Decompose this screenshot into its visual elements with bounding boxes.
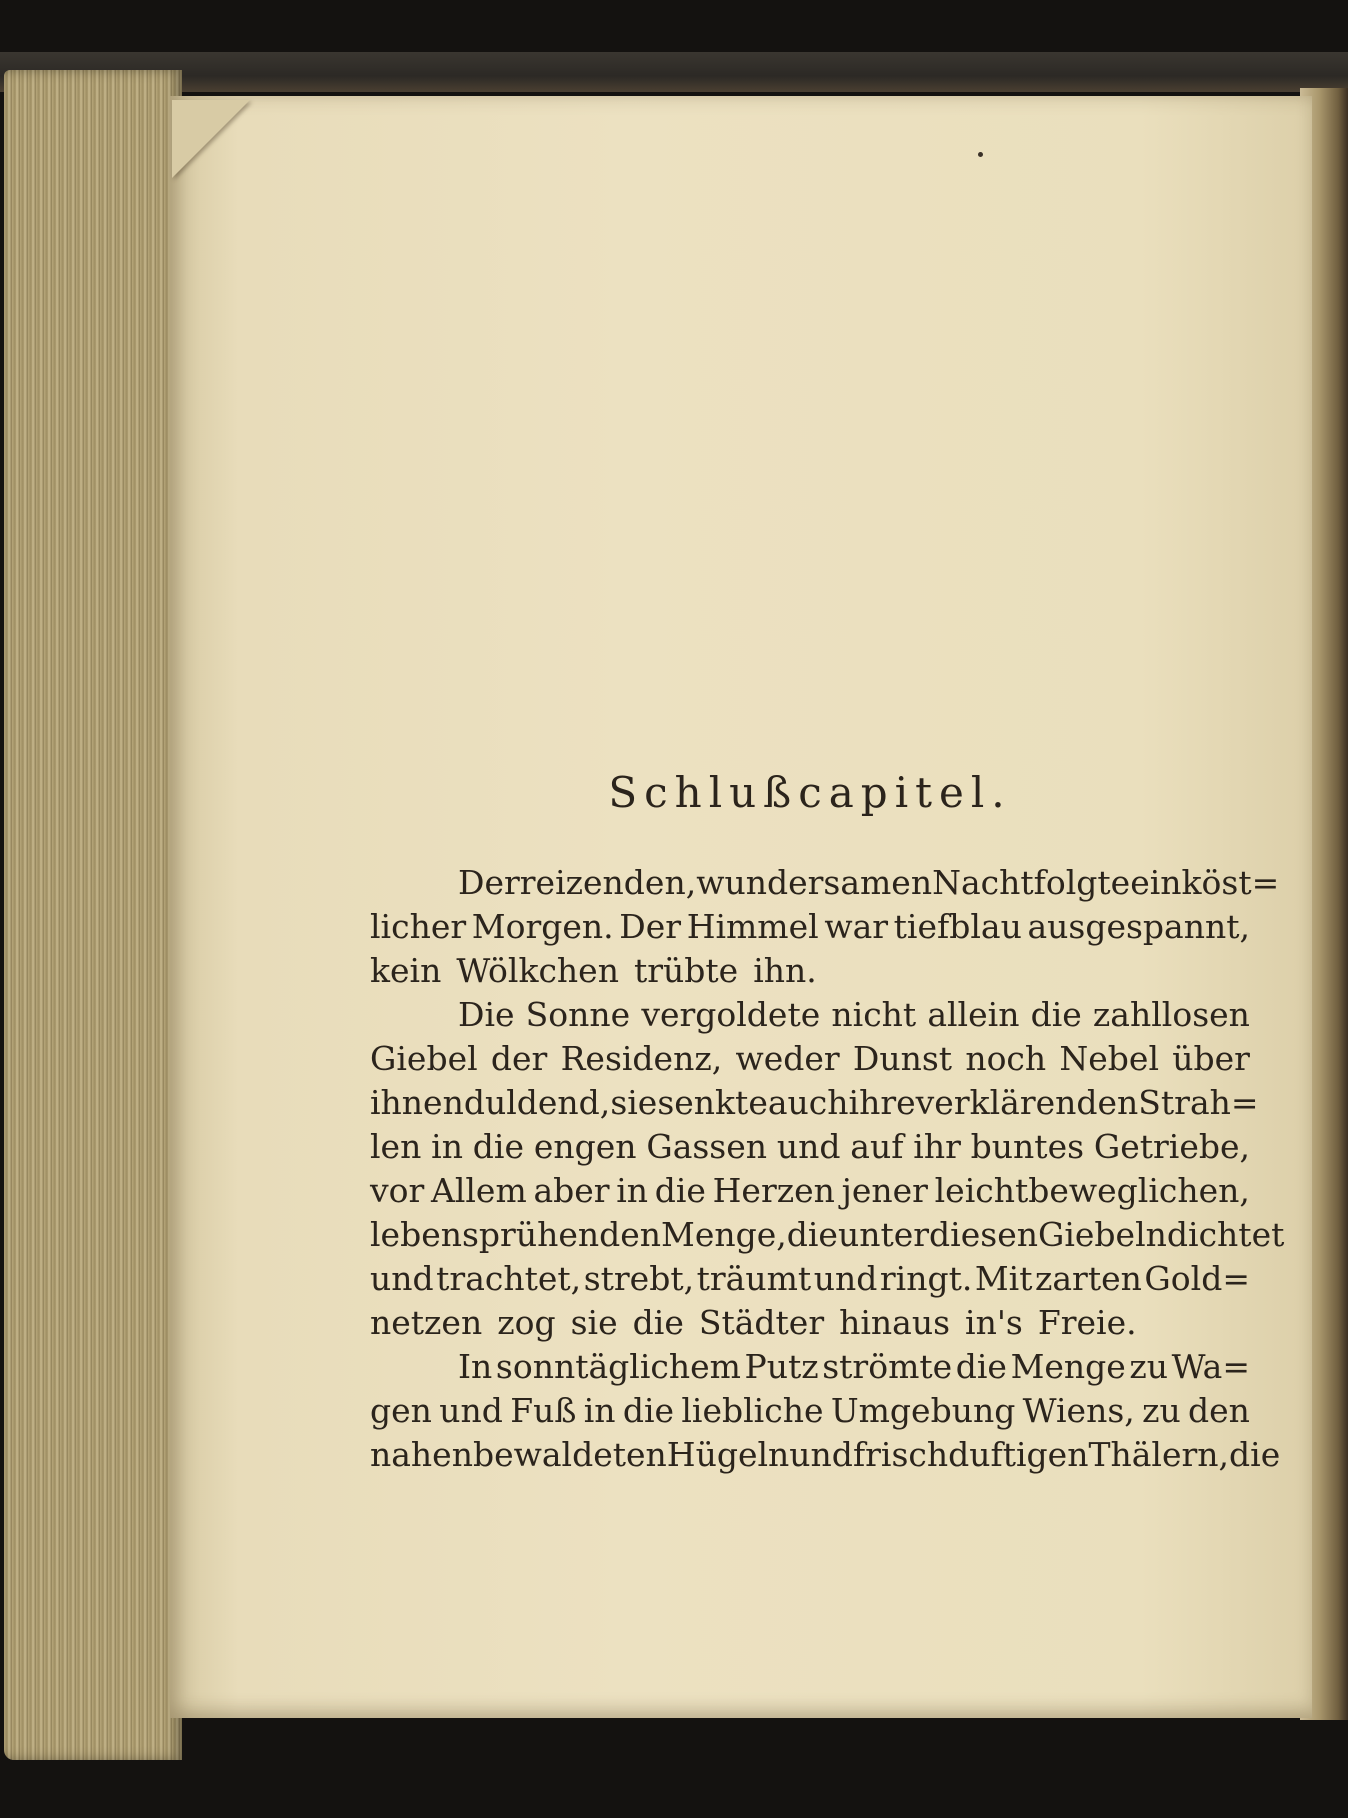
word: in's (965, 1303, 1023, 1342)
word: Der (619, 907, 682, 946)
word: träumt (696, 1259, 812, 1298)
word: Hügeln (666, 1435, 790, 1474)
text-line (370, 1345, 1250, 1389)
word: buntes (970, 1127, 1085, 1166)
word: über (1172, 1039, 1250, 1078)
word: die (622, 1391, 675, 1430)
body-text (370, 861, 1285, 1477)
text-line (370, 1037, 1250, 1081)
word: kein (370, 951, 442, 990)
word: die (786, 1215, 838, 1254)
text-line (370, 993, 1250, 1037)
word: in (583, 1391, 616, 1430)
word: Fuß (510, 1391, 577, 1430)
word: der (490, 1039, 548, 1078)
word: Residenz, (560, 1039, 723, 1078)
word: Strah= (1138, 1083, 1259, 1122)
word: in (616, 1171, 649, 1210)
word: ihnen (370, 1083, 464, 1122)
word: sonntäglichem (495, 1347, 741, 1386)
word: nahen (370, 1435, 473, 1474)
text-line (370, 949, 1250, 993)
word: engen (533, 1127, 637, 1166)
word: weder (735, 1039, 840, 1078)
word: vergoldete (641, 995, 821, 1034)
word: Allem (430, 1171, 527, 1210)
word: ihre (848, 1083, 916, 1122)
word: sie (610, 1083, 658, 1122)
word: und (789, 1435, 853, 1474)
word: die (955, 1347, 1007, 1386)
word: verklärenden (915, 1083, 1139, 1122)
word: frischduftigen (852, 1435, 1089, 1474)
word: die (1030, 995, 1082, 1034)
word: in (431, 1127, 463, 1166)
word: die (654, 1171, 706, 1210)
word: Die (458, 995, 515, 1034)
text-line (370, 905, 1250, 949)
text-line (370, 1301, 1250, 1345)
word: auch (767, 1083, 849, 1122)
text-line (370, 1125, 1250, 1169)
word: Morgen. (471, 907, 614, 946)
page-edges-left (4, 70, 182, 1760)
word: folgte (1033, 863, 1131, 902)
word: Dunst (852, 1039, 953, 1078)
word: die (632, 1303, 684, 1342)
page-text (370, 768, 1285, 1477)
word: Nebel (1059, 1039, 1160, 1078)
word: netzen (370, 1303, 483, 1342)
word: köst= (1181, 863, 1280, 902)
word: zog (497, 1303, 556, 1342)
word: duldend, (463, 1083, 611, 1122)
word: Himmel (686, 907, 819, 946)
word: ein (1130, 863, 1182, 902)
text-line (370, 1389, 1250, 1433)
word: lebensprühenden (370, 1215, 662, 1254)
word: Wölkchen (456, 951, 619, 990)
word: und (813, 1259, 878, 1298)
word: Der (458, 863, 520, 902)
word: jener (841, 1171, 928, 1210)
word: vor (370, 1171, 425, 1210)
word: In (458, 1347, 493, 1386)
word: strömte (822, 1347, 953, 1386)
text-line (370, 1213, 1285, 1257)
word: wundersamen (696, 863, 933, 902)
word: auf (850, 1127, 904, 1166)
word: Herzen (712, 1171, 835, 1210)
word: Umgebung (830, 1391, 1016, 1430)
text-line (370, 861, 1280, 905)
word: ihr (913, 1127, 961, 1166)
word: Wiens, (1022, 1391, 1135, 1430)
word: trübte (633, 951, 739, 990)
word: zu (1129, 1347, 1169, 1386)
text-line (370, 1257, 1250, 1301)
word: noch (965, 1039, 1047, 1078)
word: ausgespannt, (1027, 907, 1250, 946)
word: diesen (929, 1215, 1038, 1254)
word: liebliche (681, 1391, 824, 1430)
book-cover-top (0, 52, 1348, 92)
text-line (370, 1169, 1250, 1213)
word: Gassen (646, 1127, 768, 1166)
word: war (824, 907, 889, 946)
text-line (370, 1433, 1281, 1477)
word: len (370, 1127, 422, 1166)
word: und (370, 1259, 434, 1298)
word: Menge, (661, 1215, 787, 1254)
word: Putz (744, 1347, 819, 1386)
word: und (439, 1391, 503, 1430)
word: den (1188, 1391, 1250, 1430)
paper-speck (978, 152, 983, 157)
word: leichtbeweglichen, (934, 1171, 1250, 1210)
word: hinaus (839, 1303, 951, 1342)
word: allein (927, 995, 1020, 1034)
word: licher (370, 907, 467, 946)
word: Gold= (1144, 1259, 1250, 1298)
word: Wa= (1171, 1347, 1250, 1386)
word: ihn. (753, 951, 817, 990)
word: reizenden, (519, 863, 697, 902)
word: Getriebe, (1093, 1127, 1250, 1166)
word: Freie. (1037, 1303, 1137, 1342)
word: Giebeln (1037, 1215, 1167, 1254)
word: Städter (698, 1303, 825, 1342)
word: tiefblau (893, 907, 1022, 946)
word: die (472, 1127, 524, 1166)
word: dichtet (1166, 1215, 1285, 1254)
word: Thälern, (1088, 1435, 1230, 1474)
word: Giebel (370, 1039, 478, 1078)
word: unter (837, 1215, 930, 1254)
word: strebt, (583, 1259, 695, 1298)
word: sie (570, 1303, 618, 1342)
word: Nacht (932, 863, 1034, 902)
word: nicht (831, 995, 917, 1034)
word: und (776, 1127, 841, 1166)
word: ringt. (879, 1259, 973, 1298)
dog-ear-corner (172, 100, 250, 178)
word: zu (1142, 1391, 1181, 1430)
word: Sonne (525, 995, 631, 1034)
chapter-title: Schlußcapitel. (608, 768, 1012, 817)
word: Mit (974, 1259, 1033, 1298)
word: Menge (1010, 1347, 1126, 1386)
word: zarten (1035, 1259, 1142, 1298)
word: trachtet, (436, 1259, 582, 1298)
word: zahllosen (1092, 995, 1250, 1034)
word: bewaldeten (472, 1435, 667, 1474)
text-line (370, 1081, 1259, 1125)
word: die (1229, 1435, 1281, 1474)
word: aber (533, 1171, 610, 1210)
word: gen (370, 1391, 432, 1430)
word: senkte (657, 1083, 768, 1122)
